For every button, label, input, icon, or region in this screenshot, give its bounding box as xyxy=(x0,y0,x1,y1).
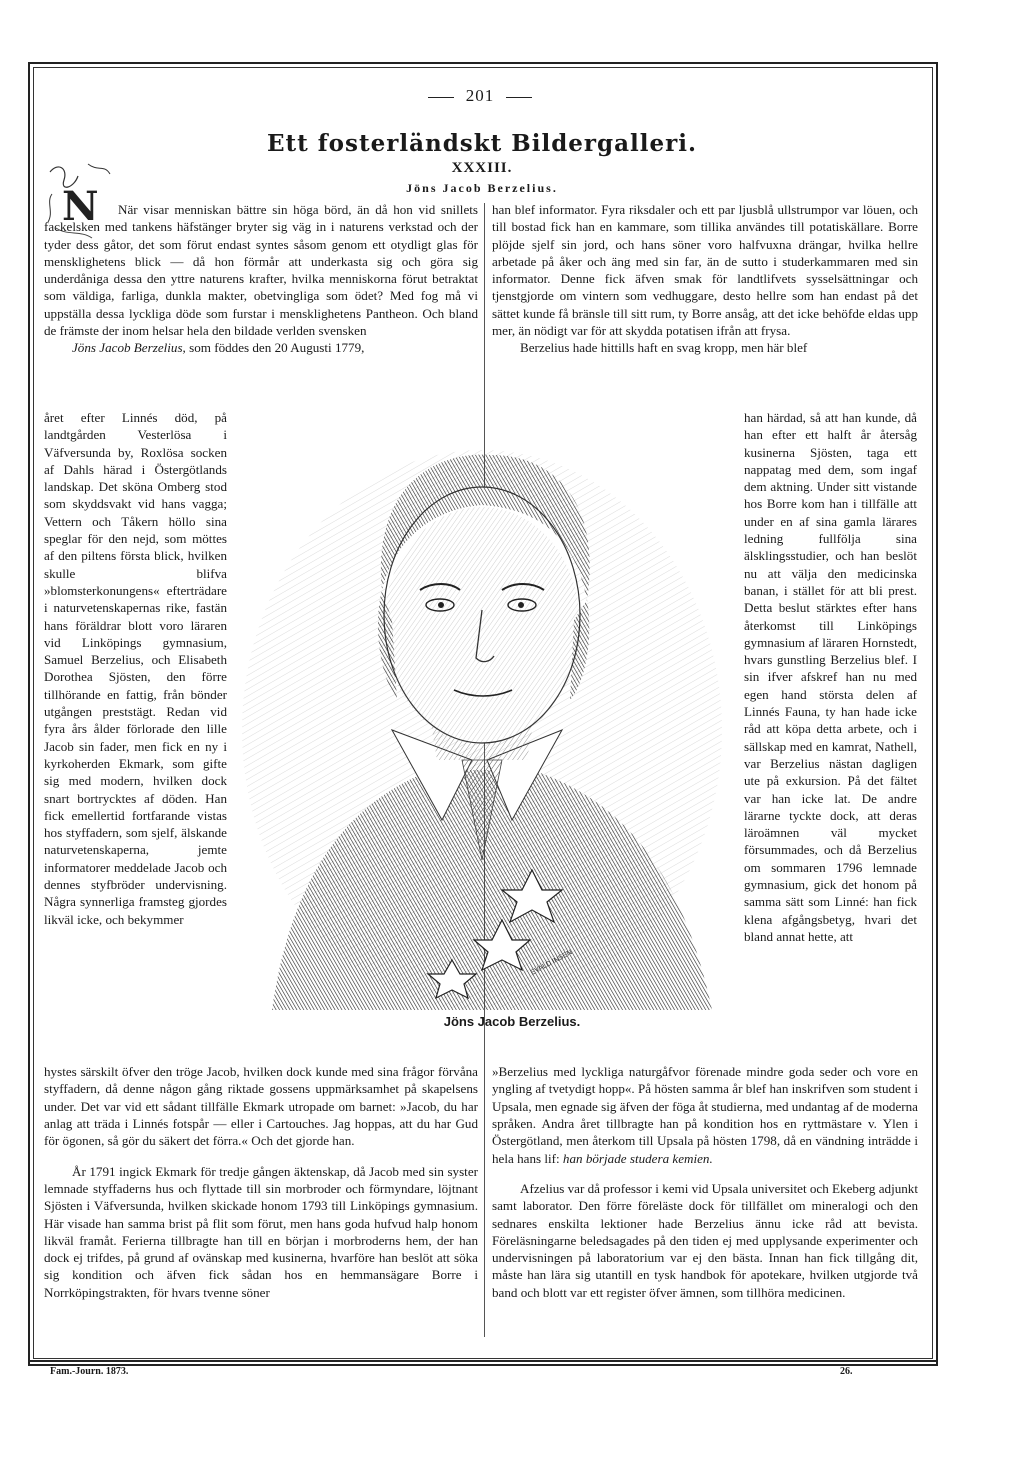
figure-caption: Jöns Jacob Berzelius. xyxy=(443,1014,581,1029)
birth-date-text: som föddes den 20 Augusti 1779, xyxy=(185,340,365,356)
informator-paragraph: han blef informator. Fyra riksdaler och ett par ljusblå ullstrumpor var löuen, och till bostad fick han en kammare, som tillika användes till potatiskällare. Borre plöjde sjelf sin jord, och hans söner voro halfvuxna drängar, hvilka hellre arbetade på åker och äng med sin far, än de sutto i studerkammaren med sin informator. Denne fick äfven smak för landtlifvets sysselsättningar och tjenstgjorde om vintern som vedhuggare, desto hellre som han endast på det sättet kunde få bränsle till sitt rum, ty Borre ansåg, att det icke behöfde eldas upp mer, än nödigt var för att skydda potatisen ifrån att frysa. xyxy=(492,202,918,339)
subject-name: Jöns Jacob Berzelius. xyxy=(406,181,558,195)
article-title: Ett fosterländskt Bildergalleri. xyxy=(266,130,697,157)
body-paragraph-start: Berzelius hade hittills haft en svag kropp, men här blef xyxy=(520,340,808,356)
name-paragraph xyxy=(44,339,478,356)
right-wrap-text: han härdad, så att han kunde, då han efter ett halft år återsåg kusinerna Sjösten, taga ett nappatag med dem, som ingaf dem aktning. Under sitt vistande hos Borre kom han i tillfälle att under en af sina gamla lärares ledning fullfölja sina älsklingsstudier, och han beslöt nu att välja den medicinska banan, i stället för att bli prest. Detta beslut stärktes efter hans återkomst till Linköpings gymnasium af läraren Hornstedt, hvars gunstling Berzelius blef. I sin ifver afskref han nu med egen hand största delen af Linnés Fauna, ty han hade icke råd att köpa detta arbete, och i sällskap med en kamrat, Nathell, var Berzelius nästan dagligen ute på exkursion. På det fältet var han icke lat. De andre lärarne tyckte dock, att deras läroämnen väl mycket försummades, och då Berzelius om sommaren 1796 lemnade gymnasium, gick det honom på samma sätt som Linné: han fick klena afgångsbetyg, hvari det bland annat hette, att xyxy=(744,410,917,944)
footer-journal: Fam.-Journ. 1873. xyxy=(50,1366,129,1377)
svg-text:N: N xyxy=(62,183,99,230)
ekmark-paragraph: hystes särskilt öfver den tröge Jacob, hvilken dock kunde med sina frågor förvåna styffadern, då denne någon gång riktade gossens uppmärksamhet på skapelsens under. Det var vid ett sådant tillfälle Ekmark utropade om barnet: »Jacob, du har anlag att träda i Linnés fotspår — eller i Cartouches. Jag hoppas, att du har Gud för ögonen, så gör du säkert det förra.« Och det gjorde han. xyxy=(44,1064,478,1149)
subject-name-italic: Jöns Jacob Berzelius, xyxy=(72,340,186,356)
intro-paragraph: När visar menniskan bättre sin höga börd, än då hon vid snillets fackelsken med tankens häfstänger bryter sig väg in i naturens verkstad och der tyder dess gåtor, det som förut endast syntes såsom genom ett otydligt glas för mensklighetens blick — då hon förmår att underkasta sig och göra sig underdåniga dessa den yttre naturens krafter, hvilka menniskorna förut betraktat som väldiga, farliga, dunkla makter, obetvingliga som ödet? Med fog må vi uppställa dessa lyckliga döde som furstar i mensklighetens Pantheon. Och bland de främste der inom helsar hela den bildade verlden svensken xyxy=(44,202,478,339)
upsala-paragraph: »Berzelius med lyckliga naturgåfvor förenade mindre goda seder och vore en yngling af tvetydigt hopp«. På hösten samma år blef han inskrifven som student i Upsala, men egnade sig äfven der föga åt studierna, med undantag af de moderna språken. Andra året tillbragte han på kondition hos en ryttmästare v. Ylen i Östergötland, men återkom till Upsala på hösten 1798, då en vändning inträdde i hela hans lif: han började studera kemien. xyxy=(492,1064,918,1166)
footer-rule xyxy=(30,1360,936,1366)
engraver-signature: EVALD INSEN xyxy=(529,949,574,977)
portrait-engraving xyxy=(232,400,732,1010)
year-1791-paragraph: År 1791 ingick Ekmark för tredje gången äktenskap, då Jacob med sin syster lemnade styffaderns hus och flyttade till sin morbroder och förmyndare, löjtnant Sjösten i Väfversunda, hvilken skickade honom 1793 till Linköpings gymnasium. Här visade han samma brist på flit som förut, men hans goda hufvud halp honom likväl framåt. Ferierna tillbragte han till en början i morbroderns hem, der han dock ej trifdes, på grund af ovänskap med kusinerna, hvarföre han beslöt att söka sig kondition och äfven fick sådan hos en hemmansägare Borre i Norrköpingstrakten, för hvars tvenne söner xyxy=(44,1163,478,1300)
left-wrap-text: året efter Linnés död, på landtgården Vesterlösa i Väfversunda by, Roxlösa socken af Dahls härad i Östergötlands landskap. Det sköna Omberg stod som skyddsvakt vid hans vagga; Vettern och Tåkern höllo sina speglar för den nejd, som möttes af den piltens första blick, hvilken skulle blifva »blomsterkonungens« efterträdare i naturvetenskapernas rike, fastän hans föräldrar blott voro läraren vid Linköpings gymnasium, Samuel Berzelius, och Elisabeth Dorothea Sjösten, den förre tillhörande en fattig, från bönder utgången preststägt. Redan vid fyra års ålder förlorade den lille Jacob sin fader, men fick en ny i kyrkoherden Ekmark, som gifte sig med modern, hvilken dock snart bortrycktes af döden. Han fick emellertid fortfarande vistas hos styffadern, som sjelf, älskande naturvetenskaperna, jemte informatorer meddelade Jacob och dennes styfbröder undervisning. Några synnerliga framsteg gjordes likväl icke, och bekymmer xyxy=(44,410,227,927)
chemistry-italic: han började studera kemien. xyxy=(562,1150,713,1166)
left-column-intro xyxy=(44,201,478,357)
left-column-bottom xyxy=(44,1050,478,1314)
footer-sheet-number: 26. xyxy=(840,1366,853,1377)
right-column-intro xyxy=(492,201,918,357)
afzelius-paragraph: Afzelius var då professor i kemi vid Upsala universitet och Ekeberg adjunkt samt laborator. Den förre föreläste dock för tillfället om mineralogi och den sednares enskilta lektioner hade Berzelius ännu icke råd att bevista. Föreläsningarne beledsagades på den tiden ej med upplysande experimenter och undervisningen på laboratorium var ej den bästa. Innan han fick tillgång dit, måste han lära sig utantill en tysk handbok för apotekare, hvilken utgjorde två band och blott var ett register öfver ämnen, som tillhöra medicinen. xyxy=(492,1180,918,1300)
series-numeral: XXXIII. xyxy=(451,160,513,176)
page-number: 201 xyxy=(0,86,960,106)
right-column-bottom xyxy=(492,1050,918,1314)
